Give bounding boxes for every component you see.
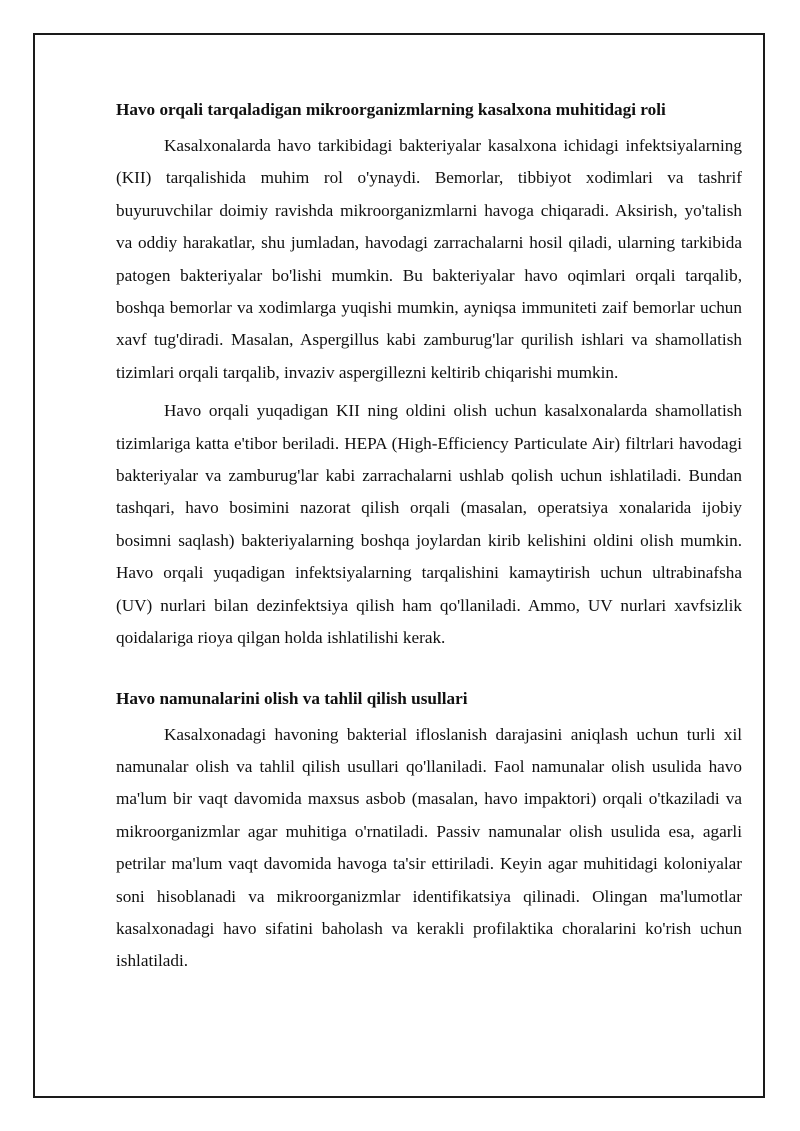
body-paragraph: Kasalxonalarda havo tarkibidagi bakteriyalar kasalxona ichidagi infektsiyalarning (KII) tarqalishida muhim rol o'ynaydi. Bemorlar, tibbiyot xodimlari va tashrif buyuruvchilar doimiy ravishda mikroorganizmlarni havoga chiqaradi. Aksirish, yo'talish va oddiy harakatlar, shu jumladan, havodagi zarrachalarni hosil qiladi, ularning tarkibida patogen bakteriyalar bo'lishi mumkin. Bu bakteriyalar havo oqimlari orqali tarqalib, boshqa bemorlar va xodimlarga yuqishi mumkin, ayniqsa immuniteti zaif bemorlar uchun xavf tug'diradi. Masalan, Aspergillus kabi zamburug'lar qurilish ishlari va shamollatish tizimlari orqali tarqalib, invaziv aspergillezni keltirib chiqarishi mumkin. xyxy=(116,136,742,382)
body-paragraph: Havo orqali yuqadigan KII ning oldini olish uchun kasalxonalarda shamollatish tizimlariga katta e'tibor beriladi. HEPA (High-Efficiency Particulate Air) filtrlari havodagi bakteriyalar va zamburug'lar kabi zarrachalarni ushlab qolish uchun ishlatiladi. Bundan tashqari, havo bosimini nazorat qilish orqali (masalan, operatsiya xonalarida ijobiy bosimni saqlash) bakteriyalarning boshqa joylardan kirib kelishini oldini olish mumkin. Havo orqali yuqadigan infektsiyalarning tarqalishini kamaytirish uchun ultrabinafsha (UV) nurlari bilan dezinfektsiya qilish ham qo'llaniladi. Ammo, UV nurlari xavfsizlik qoidalariga rioya qilgan holda ishlatilishi kerak. xyxy=(116,401,742,648)
section-heading: Havo namunalarini olish va tahlil qilish usullari xyxy=(116,688,468,708)
document-body xyxy=(116,96,742,984)
body-paragraph: Kasalxonadagi havoning bakterial ifloslanish darajasini aniqlash uchun turli xil namunalar olish va tahlil qilish usullari qo'llaniladi. Faol namunalar olish usulida havo ma'lum bir vaqt davomida maxsus asbob (masalan, havo impaktori) orqali o'tkaziladi va mikroorganizmlar agar muhitiga o'rnatiladi. Passiv namunalar olish usulida esa, agarli petrilar ma'lum vaqt davomida havoga ta'sir ettiriladi. Keyin agar muhitidagi koloniyalar soni hisoblanadi va mikroorganizmlar identifikatsiya qilinadi. Olingan ma'lumotlar kasalxonadagi havo sifatini baholash va kerakli profilaktika choralarini ko'rish uchun ishlatiladi. xyxy=(116,724,742,971)
section-heading: Havo orqali tarqaladigan mikroorganizmlarning kasalxona muhitidagi roli xyxy=(116,100,666,119)
